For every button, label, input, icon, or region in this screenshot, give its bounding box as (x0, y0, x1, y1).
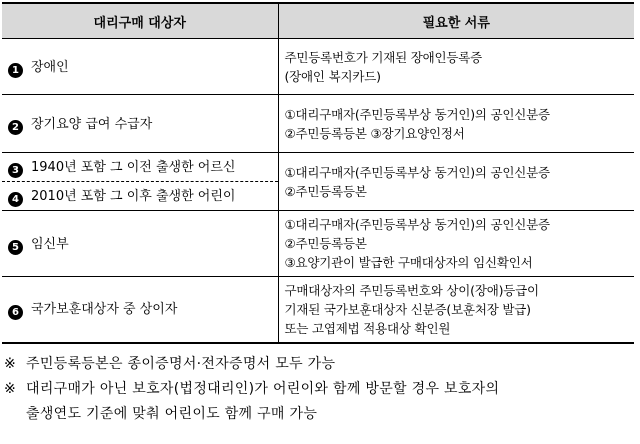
target-label: 장애인 (31, 59, 69, 75)
reference-mark: ※ (4, 356, 17, 372)
documents-cell (278, 277, 634, 343)
document-line: ①대리구매자(주민등록부상 동거인)의 공인신분증 (284, 106, 550, 122)
number-badge: 4 (8, 192, 23, 207)
target-cell (2, 211, 278, 277)
target-label: 국가보훈대상자 중 상이자 (31, 302, 178, 318)
target-cell (2, 277, 278, 343)
documents-cell (278, 39, 634, 95)
documents-cell (278, 211, 634, 277)
table-row (2, 153, 634, 182)
document-line: ②주민등록등본 (284, 183, 367, 199)
target-cell (2, 182, 278, 211)
target-label: 장기요양 급여 수급자 (31, 116, 153, 132)
footnote (4, 377, 636, 402)
footnote (4, 352, 636, 377)
number-badge: 2 (8, 120, 23, 135)
footnotes (4, 352, 636, 427)
document-line: ③요양기관이 발급한 구매대상자의 임신확인서 (284, 255, 533, 270)
target-label: 2010년 포함 그 이후 출생한 어린이 (31, 189, 236, 204)
number-badge: 3 (8, 163, 23, 178)
eligibility-table (2, 2, 634, 344)
documents-cell (278, 153, 634, 211)
footnote-continuation: 출생연도 기준에 맞춰 어린이도 함께 구매 가능 (26, 406, 318, 422)
number-badge: 5 (8, 240, 23, 255)
document-line: ②주민등록등본 ③장기요양인정서 (284, 125, 465, 141)
document-line: ①대리구매자(주민등록부상 동거인)의 공인신분증 (284, 217, 550, 232)
target-cell (2, 95, 278, 153)
target-label: 임신부 (31, 236, 69, 252)
target-label: 1940년 포함 그 이전 출생한 어르신 (31, 160, 236, 175)
table-row (2, 39, 634, 95)
table-row (2, 95, 634, 153)
document-line: ①대리구매자(주민등록부상 동거인)의 공인신분증 (284, 164, 550, 180)
target-cell (2, 153, 278, 182)
documents-cell (278, 95, 634, 153)
header-target: 대리구매 대상자 (2, 3, 278, 39)
number-badge: 6 (8, 305, 23, 320)
table-row (2, 277, 634, 343)
document-line: 구매대상자의 주민등록번호와 상이(장애)등급이 (284, 282, 539, 298)
header-documents: 필요한 서류 (278, 3, 634, 39)
document-line: 또는 고엽제법 적용대상 확인원 (284, 320, 451, 336)
table-row (2, 211, 634, 277)
reference-mark: ※ (4, 381, 17, 397)
document-line: 주민등록번호가 기재된 장애인등록증 (284, 49, 483, 65)
document-line: (장애인 복지카드) (284, 68, 381, 84)
number-badge: 1 (8, 63, 23, 78)
target-cell (2, 39, 278, 95)
table-header-row (2, 3, 634, 39)
footnote-text: 주민등록등본은 종이증명서·전자증명서 모두 가능 (26, 356, 336, 372)
footnote-text: 대리구매가 아닌 보호자(법정대리인)가 어린이와 함께 방문할 경우 보호자의 (26, 381, 500, 397)
document-line: 기재된 국가보훈대상자 신분증(보훈처장 발급) (284, 301, 531, 317)
document-line: ②주민등록등본 (284, 236, 367, 251)
